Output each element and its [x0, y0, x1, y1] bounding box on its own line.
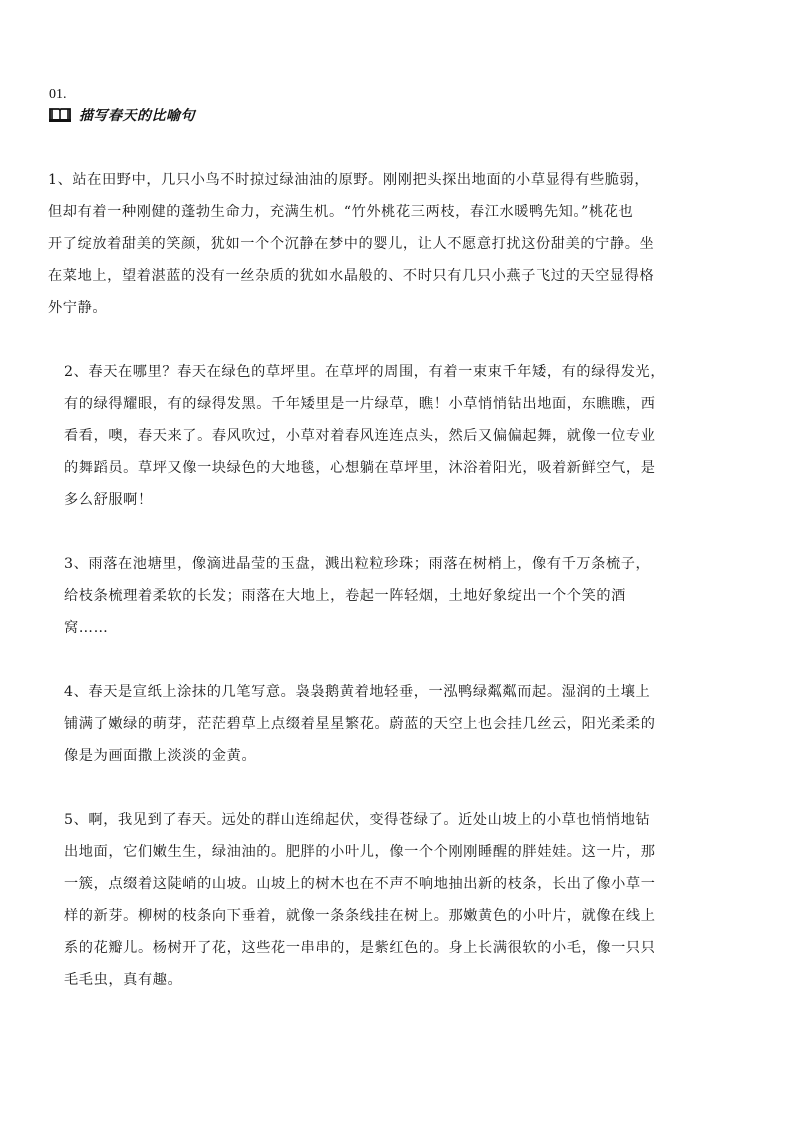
- text-line: 样的新芽。柳树的枝条向下垂着，就像一条条线挂在树上。那嫩黄色的小叶片，就像在线上: [64, 908, 656, 924]
- text-line: 4、春天是宣纸上涂抹的几笔写意。袅袅鹅黄着地轻垂，一泓鸭绿粼粼而起。湿润的土壤上: [64, 684, 651, 700]
- text-line: 一簇，点缀着这陡峭的山坡。山坡上的树木也在不声不响地抽出新的枝条，长出了像小草一: [64, 876, 656, 892]
- section-number: 01.: [49, 87, 67, 102]
- text-line: 开了绽放着甜美的笑颜，犹如一个个沉静在梦中的婴儿，让人不愿意打扰这份甜美的宁静。坐: [48, 236, 655, 252]
- text-line: 3、雨落在池塘里，像滴进晶莹的玉盘，溅出粒粒珍珠；雨落在树梢上，像有千万条梳子，: [64, 556, 651, 572]
- text-line: 2、春天在哪里？春天在绿色的草坪里。在草坪的周围，有着一束束千年矮，有的绿得发光，: [64, 364, 666, 380]
- text-line: 看看，噢，春天来了。春风吹过，小草对着春风连连点头，然后又偏偏起舞，就像一位专业: [64, 428, 656, 444]
- text-line: 窝……: [64, 620, 109, 636]
- paragraph-5: [64, 804, 656, 996]
- section-title: 描写春天的比喻句: [79, 108, 195, 124]
- text-line: 出地面，它们嫩生生，绿油油的。肥胖的小叶儿，像一个个刚刚睡醒的胖娃娃。这一片，那: [64, 844, 656, 860]
- text-line: 的舞蹈员。草坪又像一块绿色的大地毯，心想躺在草坪里，沐浴着阳光，吸着新鲜空气，是: [64, 460, 656, 476]
- paragraph-3: [64, 548, 650, 644]
- text-line: 毛毛虫，真有趣。: [64, 972, 183, 988]
- text-line: 给枝条梳理着柔软的长发；雨落在大地上，卷起一阵轻烟，土地好象绽出一个个笑的酒: [64, 588, 626, 604]
- paragraph-4: [64, 676, 656, 772]
- text-line: 有的绿得耀眼，有的绿得发黑。千年矮里是一片绿草，瞧！小草悄悄钻出地面，东瞧瞧，西: [64, 396, 656, 412]
- text-line: 铺满了嫩绿的萌芽，茫茫碧草上点缀着星星繁花。蔚蓝的天空上也会挂几丝云，阳光柔柔的: [64, 716, 656, 732]
- paragraph-1: [48, 164, 654, 324]
- book-icon: [49, 108, 71, 122]
- paragraph-2: [64, 356, 665, 516]
- text-line: 在菜地上，望着湛蓝的没有一丝杂质的犹如水晶般的、不时只有几只小燕子飞过的天空显得格: [48, 268, 655, 284]
- section-heading: [49, 105, 195, 125]
- text-line: 系的花瓣儿。杨树开了花，这些花一串串的，是紫红色的。身上长满很软的小毛，像一只只: [64, 940, 656, 956]
- text-line: 1、站在田野中，几只小鸟不时掠过绿油油的原野。刚刚把头探出地面的小草显得有些脆弱，: [48, 172, 650, 188]
- text-line: 外宁静。: [48, 300, 108, 316]
- text-line: 多么舒服啊！: [64, 492, 153, 508]
- text-line: 5、啊，我见到了春天。远处的群山连绵起伏，变得苍绿了。近处山坡上的小草也悄悄地钻: [64, 812, 651, 828]
- text-line: 但却有着一种刚健的蓬勃生命力，充满生机。“竹外桃花三两枝，春江水暖鸭先知。”桃花也: [48, 204, 634, 220]
- text-line: 像是为画面撒上淡淡的金黄。: [64, 748, 257, 764]
